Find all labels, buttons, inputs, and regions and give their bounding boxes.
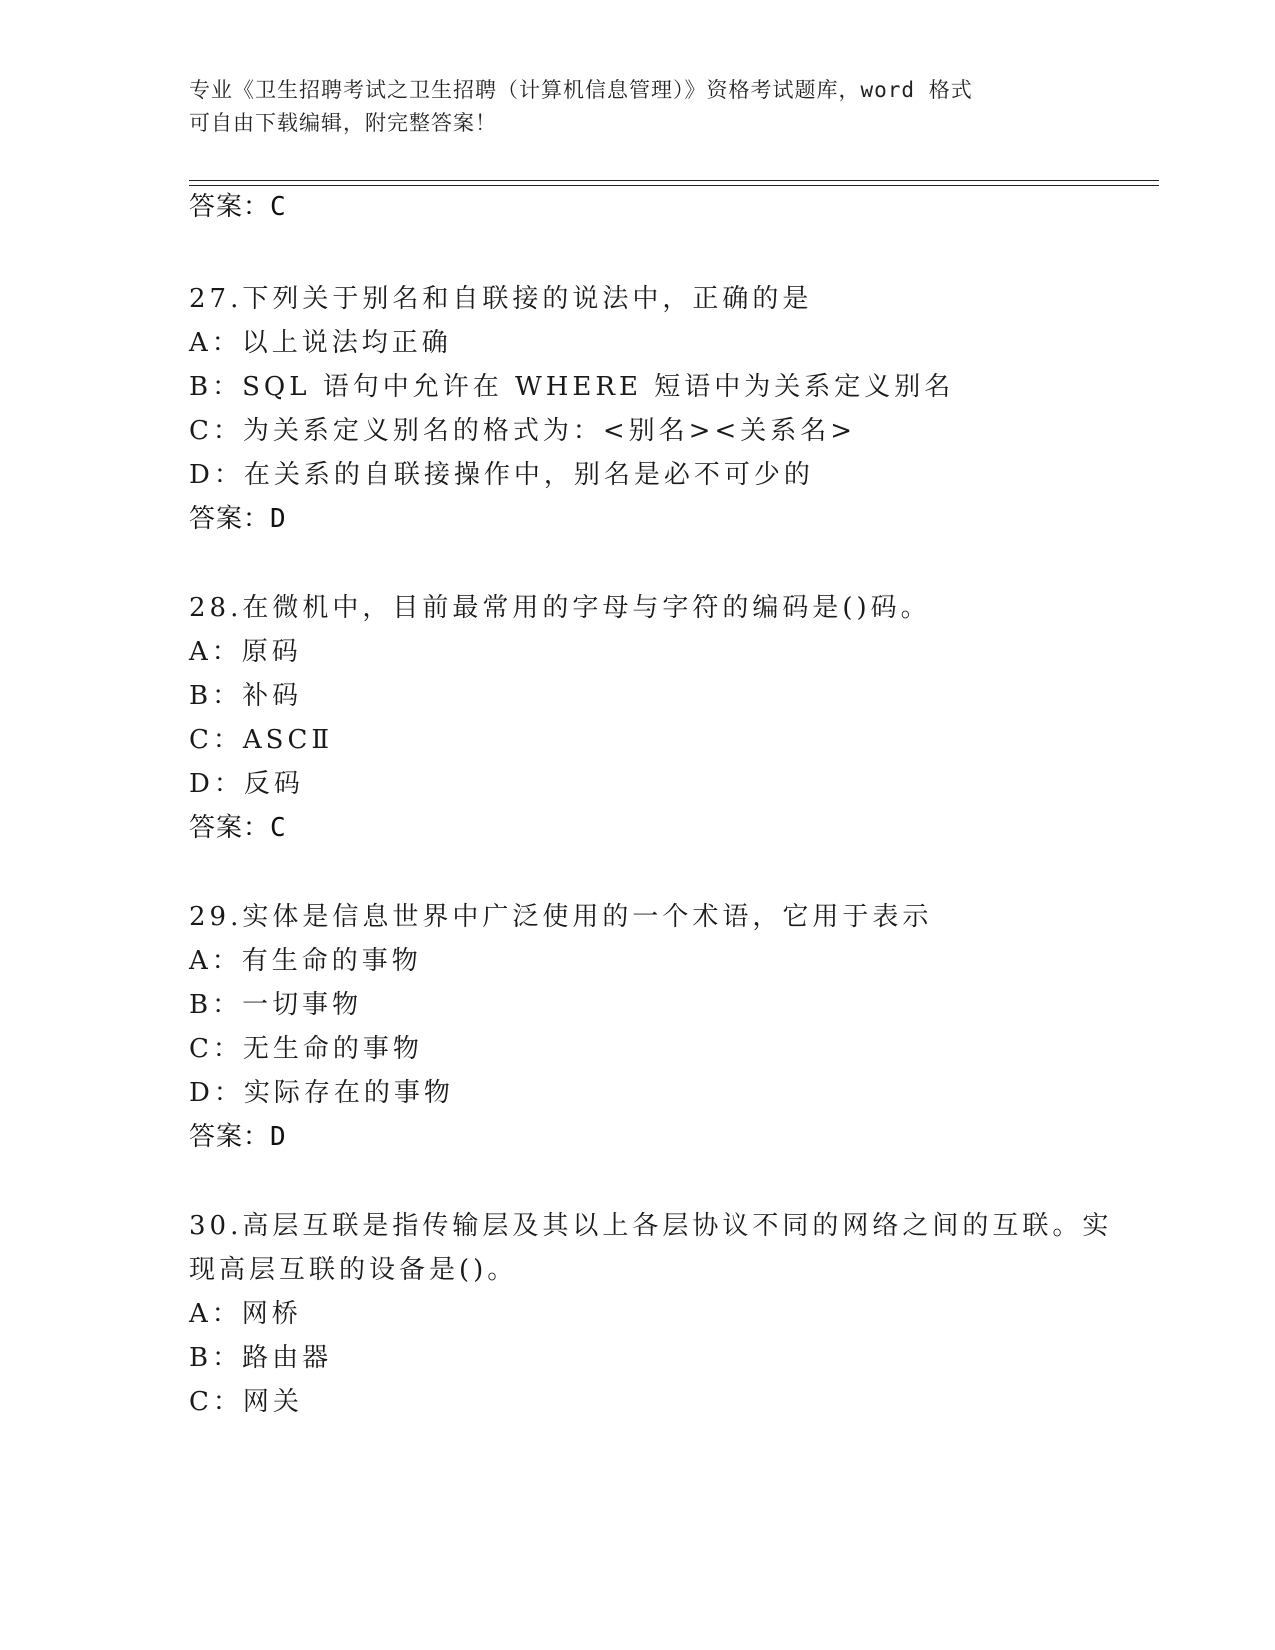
question-30-option-b: B：路由器 xyxy=(189,1343,333,1373)
question-28-answer: 答案：C xyxy=(189,813,287,843)
header-divider-top xyxy=(189,180,1159,181)
question-27-title: 27.下列关于别名和自联接的说法中，正确的是 xyxy=(189,284,813,314)
question-27-option-d: D：在关系的自联接操作中，别名是必不可少的 xyxy=(189,460,814,490)
question-27-option-a: A：以上说法均正确 xyxy=(189,328,452,358)
question-27-answer: 答案：D xyxy=(189,504,287,534)
question-28-option-b: B：补码 xyxy=(189,681,303,711)
question-28-option-c: C：ASCⅡ xyxy=(189,725,334,755)
answer-previous: 答案：C xyxy=(189,192,287,222)
question-28-option-a: A：原码 xyxy=(189,637,302,667)
question-30-title-line-2: 现高层互联的设备是()。 xyxy=(189,1255,518,1285)
header-line-1: 专业《卫生招聘考试之卫生招聘（计算机信息管理）》资格考试题库，word 格式 xyxy=(189,78,973,102)
question-27-option-c: C：为关系定义别名的格式为：<别名><关系名> xyxy=(189,416,857,446)
question-29-answer: 答案：D xyxy=(189,1122,287,1152)
header-divider-bottom xyxy=(189,185,1159,186)
question-28-title: 28.在微机中，目前最常用的字母与字符的编码是()码。 xyxy=(189,593,931,623)
question-30-title-line-1: 30.高层互联是指传输层及其以上各层协议不同的网络之间的互联。实 xyxy=(189,1211,1113,1241)
question-30-option-a: A：网桥 xyxy=(189,1299,302,1329)
question-28-option-d: D：反码 xyxy=(189,769,304,799)
document-header xyxy=(189,74,1089,140)
question-30-option-c: C：网关 xyxy=(189,1387,303,1417)
question-29-option-a: A：有生命的事物 xyxy=(189,946,422,976)
header-line-2: 可自由下载编辑，附完整答案！ xyxy=(189,111,497,135)
question-27-option-b: B：SQL 语句中允许在 WHERE 短语中为关系定义别名 xyxy=(189,372,955,402)
question-29-option-c: C：无生命的事物 xyxy=(189,1034,423,1064)
question-29-title: 29.实体是信息世界中广泛使用的一个术语，它用于表示 xyxy=(189,902,933,932)
question-29-option-b: B：一切事物 xyxy=(189,990,363,1020)
question-29-option-d: D：实际存在的事物 xyxy=(189,1078,454,1108)
